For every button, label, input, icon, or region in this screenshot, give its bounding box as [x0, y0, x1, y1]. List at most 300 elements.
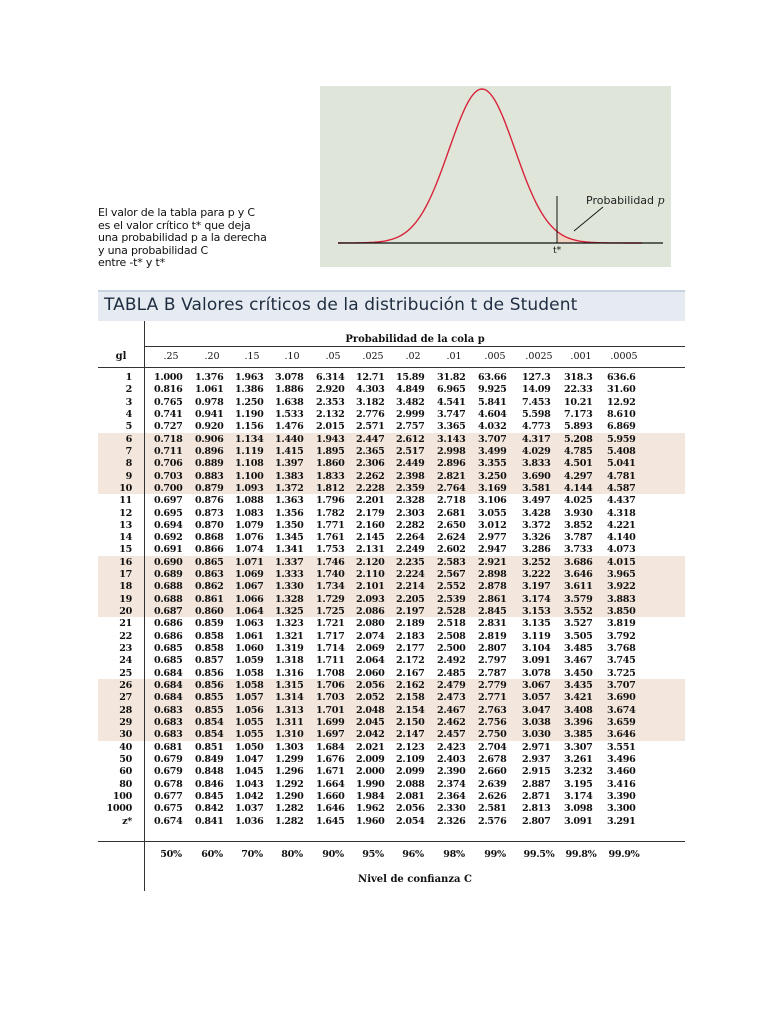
value-cell: 4.587 — [607, 482, 636, 494]
confidence-level-footer: Nivel de confianza C — [358, 874, 472, 885]
value-cell: 1.057 — [235, 692, 264, 704]
value-cell: 4.029 — [522, 445, 551, 457]
value-cell: 3.222 — [522, 569, 551, 581]
value-cell: 0.686 — [154, 630, 183, 642]
value-cell: 2.101 — [356, 581, 385, 593]
gl-cell: 80 — [119, 778, 132, 790]
value-cell: 3.428 — [522, 507, 551, 519]
gl-cell: 3 — [125, 396, 132, 408]
value-cell: 8.610 — [607, 408, 636, 420]
value-cell: 1.706 — [316, 680, 345, 691]
value-cell: 0.684 — [154, 667, 183, 679]
gl-cell: z* — [122, 815, 132, 827]
table-row — [98, 446, 685, 458]
confidence-cell: 99% — [484, 849, 506, 860]
value-cell: 3.690 — [522, 470, 551, 482]
value-cell: 3.143 — [437, 433, 466, 445]
probability-label: Probabilidad p — [586, 194, 665, 207]
value-cell: 2.612 — [396, 433, 425, 445]
value-cell: 1.042 — [235, 790, 264, 802]
value-cell: 2.167 — [396, 667, 425, 679]
value-cell: 1.069 — [235, 569, 264, 581]
confidence-cell: 99.9% — [608, 849, 640, 860]
gl-cell: 14 — [119, 532, 132, 544]
value-cell: 2.681 — [437, 507, 466, 519]
value-cell: 2.920 — [316, 384, 345, 396]
gl-cell: 18 — [119, 581, 132, 593]
confidence-cell: 95% — [362, 849, 384, 860]
value-cell: 2.779 — [478, 680, 507, 691]
value-cell: 2.403 — [437, 753, 466, 765]
value-cell: 2.423 — [437, 741, 466, 753]
value-cell: 9.925 — [478, 384, 507, 396]
table-row — [98, 508, 685, 520]
value-cell: 1.047 — [235, 753, 264, 765]
value-cell: 1.058 — [235, 667, 264, 679]
value-cell: 3.169 — [478, 482, 507, 494]
table-row — [98, 791, 685, 803]
value-cell: 0.679 — [154, 753, 183, 765]
value-cell: 2.473 — [437, 692, 466, 704]
value-cell: 2.303 — [396, 507, 425, 519]
column-header: .05 — [325, 351, 341, 362]
description-line: una probabilidad p a la derecha — [98, 231, 267, 245]
value-cell: 0.846 — [195, 778, 224, 790]
value-cell: 2.528 — [437, 606, 466, 618]
gl-cell: 17 — [119, 569, 132, 581]
value-cell: 3.197 — [522, 581, 551, 593]
value-cell: 2.081 — [396, 790, 425, 802]
value-cell: 5.408 — [607, 445, 636, 457]
value-cell: 3.646 — [564, 569, 593, 581]
t-critical-values-table — [98, 321, 685, 891]
value-cell: 3.497 — [522, 495, 551, 507]
value-cell: 0.674 — [154, 815, 183, 827]
value-cell: 0.741 — [154, 408, 183, 420]
value-cell: 0.700 — [154, 482, 183, 494]
value-cell: 2.172 — [396, 655, 425, 667]
value-cell: 2.787 — [478, 667, 507, 679]
value-cell: 2.264 — [396, 532, 425, 544]
value-cell: 1.363 — [275, 495, 304, 507]
value-cell: 1.083 — [235, 507, 264, 519]
value-cell: 1.984 — [356, 790, 385, 802]
value-cell: 0.873 — [195, 507, 224, 519]
value-cell: 0.896 — [195, 445, 224, 457]
confidence-cell: 70% — [241, 849, 263, 860]
value-cell: 3.106 — [478, 495, 507, 507]
gl-cell: 16 — [119, 556, 132, 568]
table-row — [98, 742, 685, 754]
value-cell: 2.757 — [396, 421, 425, 433]
value-cell: 0.889 — [195, 458, 224, 470]
value-cell: 1.050 — [235, 741, 264, 753]
value-cell: 0.691 — [154, 544, 183, 556]
value-cell: 5.959 — [607, 433, 636, 445]
gl-cell: 12 — [119, 507, 132, 519]
value-cell: 1.711 — [316, 655, 345, 667]
value-cell: 0.675 — [154, 803, 183, 815]
figure-description — [98, 207, 338, 270]
gl-cell: 6 — [125, 433, 132, 445]
value-cell: 2.898 — [478, 569, 507, 581]
value-cell: 4.144 — [564, 482, 593, 494]
value-cell: 2.807 — [522, 815, 551, 827]
value-cell: 1.045 — [235, 766, 264, 778]
value-cell: 1.697 — [316, 729, 345, 741]
value-cell: 0.683 — [154, 729, 183, 741]
value-cell: 2.462 — [437, 716, 466, 728]
value-cell: 2.000 — [356, 766, 385, 778]
value-cell: 3.232 — [564, 766, 593, 778]
value-cell: 0.876 — [195, 495, 224, 507]
value-cell: 1.753 — [316, 544, 345, 556]
value-cell: 2.776 — [356, 408, 385, 420]
table-row — [98, 557, 685, 569]
value-cell: 2.508 — [437, 630, 466, 642]
value-cell: 1.036 — [235, 815, 264, 827]
value-cell: 2.048 — [356, 704, 385, 716]
t-distribution-figure — [320, 86, 671, 267]
value-cell: 1.088 — [235, 495, 264, 507]
value-cell: 1.316 — [275, 667, 304, 679]
value-cell: 2.042 — [356, 729, 385, 741]
value-cell: 1.895 — [316, 445, 345, 457]
value-cell: 0.695 — [154, 507, 183, 519]
value-cell: 1.676 — [316, 753, 345, 765]
gl-cell: 25 — [119, 667, 132, 679]
value-cell: 3.195 — [564, 778, 593, 790]
table-row — [98, 655, 685, 667]
tstar-label: t* — [553, 246, 562, 256]
value-cell: 1.886 — [275, 384, 304, 396]
value-cell: 3.707 — [607, 680, 636, 691]
value-cell: 2.819 — [478, 630, 507, 642]
value-cell: 1.734 — [316, 581, 345, 593]
table-row — [98, 594, 685, 606]
value-cell: 1.960 — [356, 815, 385, 827]
confidence-cell: 98% — [443, 849, 465, 860]
gl-cell: 28 — [119, 704, 132, 716]
value-cell: 22.33 — [564, 384, 593, 396]
value-cell: 3.659 — [607, 716, 636, 728]
value-cell: 2.797 — [478, 655, 507, 667]
value-cell: 2.189 — [396, 618, 425, 630]
value-cell: 3.496 — [607, 753, 636, 765]
value-cell: 0.978 — [195, 396, 224, 408]
value-cell: 0.855 — [195, 704, 224, 716]
value-cell: 0.683 — [154, 704, 183, 716]
value-cell: 1.350 — [275, 519, 304, 531]
value-cell: 3.174 — [522, 593, 551, 605]
gl-cell: 21 — [119, 618, 132, 630]
value-cell: 0.711 — [154, 445, 183, 457]
value-cell: 2.947 — [478, 544, 507, 556]
value-cell: 1.782 — [316, 507, 345, 519]
value-cell: 2.845 — [478, 606, 507, 618]
value-cell: 3.733 — [564, 544, 593, 556]
value-cell: 2.750 — [478, 729, 507, 741]
value-cell: 3.674 — [607, 704, 636, 716]
value-cell: 2.915 — [522, 766, 551, 778]
value-cell: 3.792 — [607, 630, 636, 642]
table-row — [98, 532, 685, 544]
value-cell: 3.421 — [564, 692, 593, 704]
value-cell: 2.088 — [396, 778, 425, 790]
value-cell: 1.701 — [316, 704, 345, 716]
value-cell: 2.896 — [437, 458, 466, 470]
value-cell: 0.685 — [154, 643, 183, 655]
value-cell: 1.321 — [275, 630, 304, 642]
value-cell: 3.686 — [564, 556, 593, 568]
value-cell: 2.056 — [396, 803, 425, 815]
value-cell: 0.883 — [195, 470, 224, 482]
value-cell: 1.962 — [356, 803, 385, 815]
value-cell: 1.066 — [235, 593, 264, 605]
value-cell: 2.576 — [478, 815, 507, 827]
value-cell: 2.326 — [437, 815, 466, 827]
value-cell: 4.015 — [607, 556, 636, 568]
column-header: .10 — [284, 351, 300, 362]
value-cell: 6.314 — [316, 372, 345, 383]
gl-cell: 26 — [119, 680, 132, 691]
value-cell: 2.374 — [437, 778, 466, 790]
value-cell: 2.228 — [356, 482, 385, 494]
value-cell: 2.224 — [396, 569, 425, 581]
value-cell: 3.067 — [522, 680, 551, 691]
value-cell: 1.440 — [275, 433, 304, 445]
value-cell: 1.314 — [275, 692, 304, 704]
value-cell: 3.091 — [564, 815, 593, 827]
value-cell: 4.318 — [607, 507, 636, 519]
value-cell: 3.307 — [564, 741, 593, 753]
table-row — [98, 606, 685, 618]
value-cell: 1.660 — [316, 790, 345, 802]
value-cell: 0.845 — [195, 790, 224, 802]
table-row — [98, 803, 685, 815]
value-cell: 0.851 — [195, 741, 224, 753]
value-cell: 3.482 — [396, 396, 425, 408]
value-cell: 15.89 — [396, 372, 425, 383]
value-cell: 3.385 — [564, 729, 593, 741]
value-cell: 1.341 — [275, 544, 304, 556]
value-cell: 0.842 — [195, 803, 224, 815]
value-cell: 0.765 — [154, 396, 183, 408]
gl-cell: 50 — [119, 753, 132, 765]
value-cell: 3.286 — [522, 544, 551, 556]
value-cell: 2.306 — [356, 458, 385, 470]
value-cell: 2.045 — [356, 716, 385, 728]
description-line: es el valor crítico t* que deja — [98, 218, 251, 232]
value-cell: 0.862 — [195, 581, 224, 593]
t-distribution-curve-svg — [320, 86, 671, 267]
confidence-rule — [98, 841, 685, 842]
confidence-cell: 96% — [402, 849, 424, 860]
value-cell: 1.476 — [275, 421, 304, 433]
header-rule-top — [145, 346, 685, 347]
value-cell: 2.821 — [437, 470, 466, 482]
value-cell: 0.870 — [195, 519, 224, 531]
value-cell: 0.690 — [154, 556, 183, 568]
value-cell: 0.841 — [195, 815, 224, 827]
value-cell: 1.303 — [275, 741, 304, 753]
gl-cell: 40 — [119, 741, 132, 753]
value-cell: 1.064 — [235, 606, 264, 618]
table-row — [98, 729, 685, 741]
value-cell: 5.598 — [522, 408, 551, 420]
value-cell: 3.581 — [522, 482, 551, 494]
value-cell: 3.365 — [437, 421, 466, 433]
gl-cell: 4 — [125, 408, 132, 420]
value-cell: 0.863 — [195, 569, 224, 581]
value-cell: 2.262 — [356, 470, 385, 482]
value-cell: 2.704 — [478, 741, 507, 753]
value-cell: 2.999 — [396, 408, 425, 420]
value-cell: 3.078 — [275, 372, 304, 383]
column-header: .20 — [204, 351, 220, 362]
table-row — [98, 434, 685, 446]
value-cell: 3.408 — [564, 704, 593, 716]
value-cell: 3.416 — [607, 778, 636, 790]
value-cell: 1.372 — [275, 482, 304, 494]
value-cell: 2.359 — [396, 482, 425, 494]
value-cell: 1.296 — [275, 766, 304, 778]
value-cell: 1.714 — [316, 643, 345, 655]
value-cell: 1.746 — [316, 556, 345, 568]
value-cell: 1.282 — [275, 803, 304, 815]
value-cell: 2.871 — [522, 790, 551, 802]
value-cell: 1.310 — [275, 729, 304, 741]
value-cell: 0.848 — [195, 766, 224, 778]
value-cell: 2.467 — [437, 704, 466, 716]
value-cell: 2.639 — [478, 778, 507, 790]
gl-cell: 19 — [119, 593, 132, 605]
value-cell: 0.854 — [195, 716, 224, 728]
table-row — [98, 569, 685, 581]
value-cell: 3.261 — [564, 753, 593, 765]
value-cell: 2.069 — [356, 643, 385, 655]
value-cell: 3.690 — [607, 692, 636, 704]
value-cell: 1.250 — [235, 396, 264, 408]
table-row — [98, 668, 685, 680]
value-cell: 3.182 — [356, 396, 385, 408]
value-cell: 0.703 — [154, 470, 183, 482]
table-row — [98, 384, 685, 396]
description-line: El valor de la tabla para p y C — [98, 206, 255, 219]
table-row — [98, 520, 685, 532]
column-header: .15 — [244, 351, 260, 362]
value-cell: 1.386 — [235, 384, 264, 396]
value-cell: 2.093 — [356, 593, 385, 605]
value-cell: 4.785 — [564, 445, 593, 457]
value-cell: 1.061 — [195, 384, 224, 396]
table-row — [98, 495, 685, 507]
value-cell: 2.205 — [396, 593, 425, 605]
value-cell: 1.313 — [275, 704, 304, 716]
value-cell: 2.201 — [356, 495, 385, 507]
density-curve — [338, 89, 642, 243]
value-cell: 2.492 — [437, 655, 466, 667]
table-row — [98, 754, 685, 766]
value-cell: 2.887 — [522, 778, 551, 790]
value-cell: 2.479 — [437, 680, 466, 691]
value-cell: 1.000 — [154, 372, 183, 383]
value-cell: 1.071 — [235, 556, 264, 568]
value-cell: 1.703 — [316, 692, 345, 704]
value-cell: 4.317 — [522, 433, 551, 445]
value-cell: 0.697 — [154, 495, 183, 507]
value-cell: 4.025 — [564, 495, 593, 507]
value-cell: 0.687 — [154, 606, 183, 618]
value-cell: 12.71 — [356, 372, 385, 383]
value-cell: 0.856 — [195, 667, 224, 679]
gl-cell: 22 — [119, 630, 132, 642]
value-cell: 3.098 — [564, 803, 593, 815]
value-cell: 0.688 — [154, 581, 183, 593]
value-cell: 2.183 — [396, 630, 425, 642]
value-cell: 1.318 — [275, 655, 304, 667]
value-cell: 4.303 — [356, 384, 385, 396]
gl-cell: 30 — [119, 729, 132, 741]
gl-cell: 60 — [119, 766, 132, 778]
value-cell: 3.707 — [478, 433, 507, 445]
tail-shaded-area — [557, 231, 642, 243]
value-cell: 3.850 — [607, 606, 636, 618]
value-cell: 3.819 — [607, 618, 636, 630]
table-row — [98, 680, 685, 692]
value-cell: 2.878 — [478, 581, 507, 593]
value-cell: 3.527 — [564, 618, 593, 630]
value-cell: 0.677 — [154, 790, 183, 802]
gl-cell: 1000 — [106, 803, 132, 815]
value-cell: 0.684 — [154, 692, 183, 704]
column-header: .001 — [570, 351, 592, 362]
value-cell: 2.921 — [478, 556, 507, 568]
value-cell: 4.437 — [607, 495, 636, 507]
table-row — [98, 717, 685, 729]
value-cell: 1.345 — [275, 532, 304, 544]
value-cell: 1.328 — [275, 593, 304, 605]
value-cell: 2.678 — [478, 753, 507, 765]
value-cell: 1.061 — [235, 630, 264, 642]
confidence-cell: 60% — [201, 849, 223, 860]
value-cell: 3.922 — [607, 581, 636, 593]
value-cell: 4.032 — [478, 421, 507, 433]
value-cell: 3.883 — [607, 593, 636, 605]
value-cell: 4.140 — [607, 532, 636, 544]
value-cell: 2.154 — [396, 704, 425, 716]
value-cell: 2.131 — [356, 544, 385, 556]
value-cell: 318.3 — [564, 372, 593, 383]
value-cell: 2.447 — [356, 433, 385, 445]
value-cell: 2.807 — [478, 643, 507, 655]
value-cell: 2.353 — [316, 396, 345, 408]
value-cell: 3.725 — [607, 667, 636, 679]
table-row — [98, 483, 685, 495]
value-cell: 4.297 — [564, 470, 593, 482]
value-cell: 0.683 — [154, 716, 183, 728]
value-cell: 4.604 — [478, 408, 507, 420]
value-cell: 0.686 — [154, 618, 183, 630]
value-cell: 1.323 — [275, 618, 304, 630]
table-row — [98, 397, 685, 409]
value-cell: 0.685 — [154, 655, 183, 667]
value-cell: 3.485 — [564, 643, 593, 655]
value-cell: 2.052 — [356, 692, 385, 704]
value-cell: 1.076 — [235, 532, 264, 544]
gl-cell: 5 — [125, 421, 132, 433]
probability-pointer-line — [574, 207, 603, 231]
